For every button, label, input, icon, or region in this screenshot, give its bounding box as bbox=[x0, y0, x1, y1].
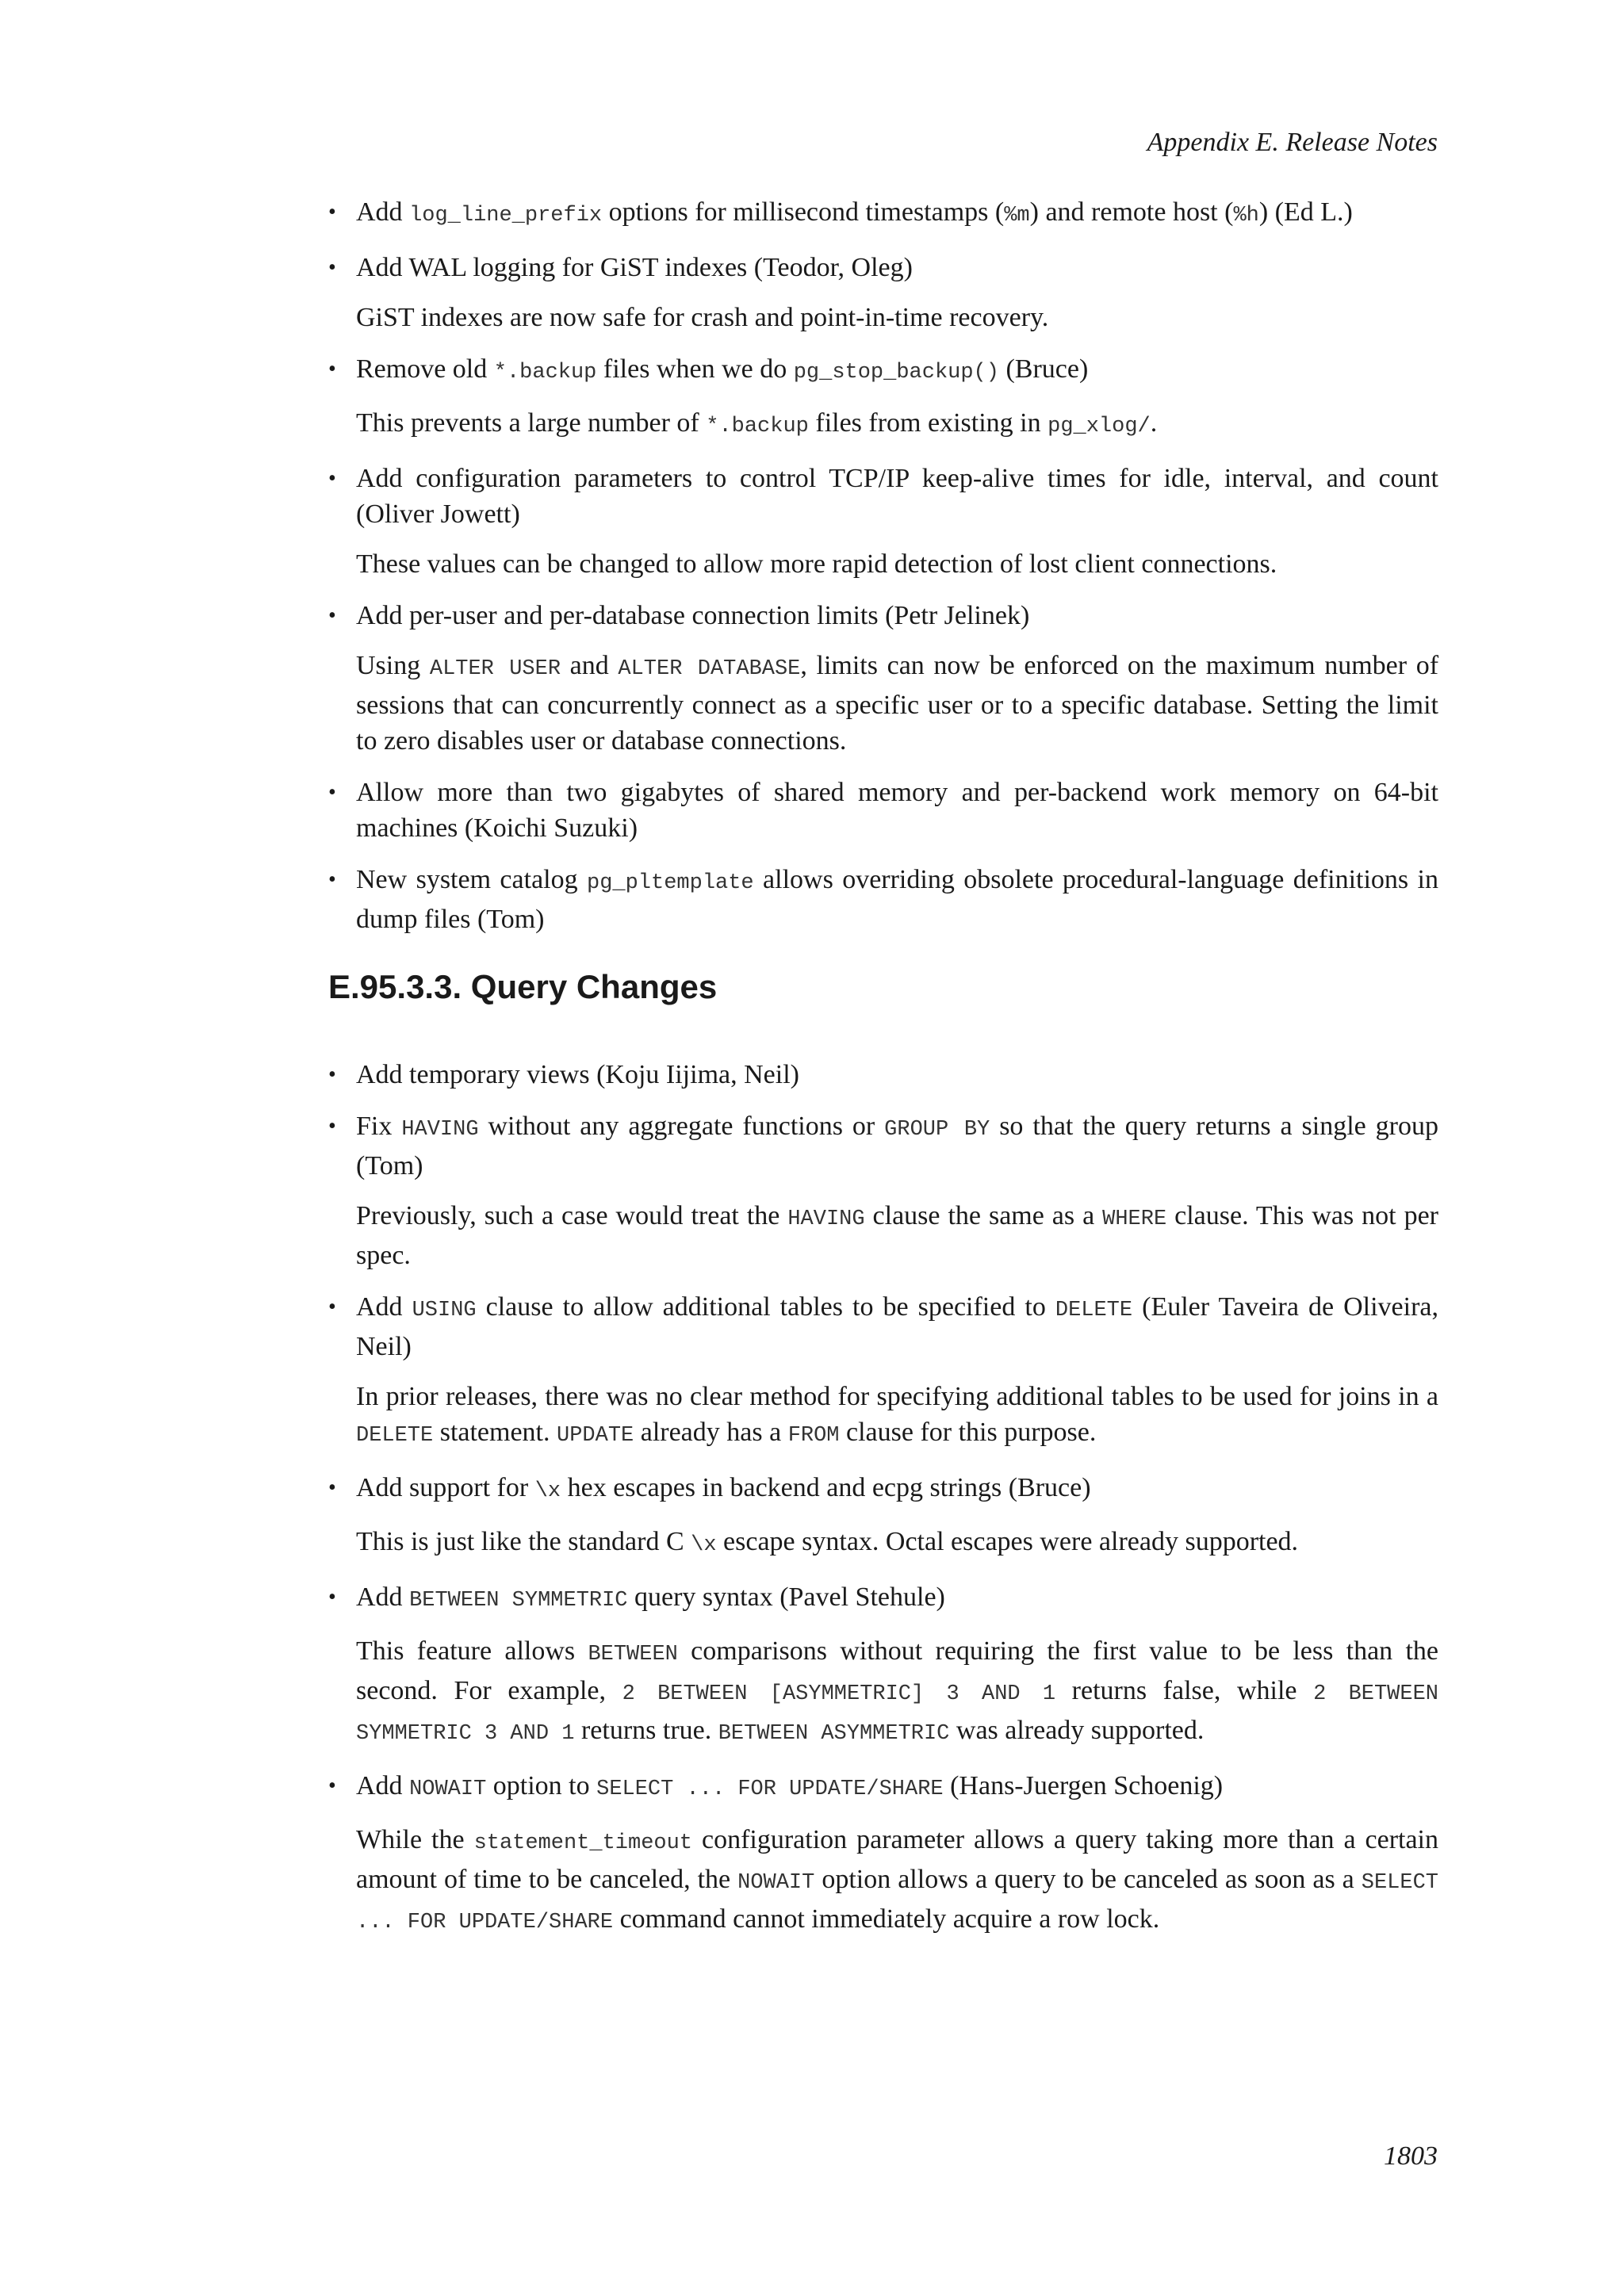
inline-code: UPDATE bbox=[557, 1424, 634, 1448]
text-run: This is just like the standard C bbox=[356, 1527, 691, 1556]
inline-code: pg_xlog/ bbox=[1048, 415, 1151, 438]
text-run: This feature allows bbox=[356, 1636, 588, 1666]
text-run: clause. This was not per spec. bbox=[356, 1201, 1439, 1270]
text-run: allows overriding obsolete procedural-language definitions in dump files (Tom) bbox=[356, 865, 1438, 934]
inline-code: SELECT ... FOR UPDATE/SHARE bbox=[356, 1871, 1438, 1934]
text-run: Remove old bbox=[356, 354, 494, 384]
item-summary bbox=[356, 775, 1438, 846]
inline-code: HAVING bbox=[787, 1207, 865, 1231]
list-item bbox=[328, 862, 1438, 937]
item-description bbox=[356, 405, 1438, 445]
inline-code: \x bbox=[534, 1479, 561, 1503]
inline-code: HAVING bbox=[401, 1118, 479, 1142]
running-header: Appendix E. Release Notes bbox=[1147, 128, 1438, 157]
inline-code: NOWAIT bbox=[409, 1777, 487, 1801]
text-run: command cannot immediately acquire a row lock. bbox=[613, 1904, 1160, 1934]
text-run: Add bbox=[356, 1292, 412, 1322]
text-run: Add WAL logging for GiST indexes (Teodor, Oleg) bbox=[356, 253, 913, 282]
inline-code: %h bbox=[1233, 204, 1259, 228]
list-item bbox=[328, 775, 1438, 846]
list-item bbox=[328, 1470, 1438, 1563]
item-summary bbox=[356, 1057, 1438, 1093]
release-notes-list-general bbox=[328, 194, 1438, 953]
inline-code: BETWEEN bbox=[588, 1643, 678, 1667]
text-run: Using bbox=[356, 651, 430, 680]
text-run: clause to allow additional tables to be specified to bbox=[476, 1292, 1055, 1322]
text-run: configuration parameter allows a query taking more than a certain amount of time to be canceled, the bbox=[356, 1825, 1438, 1894]
text-run: This prevents a large number of bbox=[356, 408, 707, 438]
text-run: ) (Ed L.) bbox=[1258, 197, 1353, 227]
list-item bbox=[328, 1289, 1438, 1454]
text-run: (Hans-Juergen Schoenig) bbox=[943, 1771, 1224, 1800]
inline-code: DELETE bbox=[1055, 1299, 1133, 1322]
inline-code: \x bbox=[691, 1533, 717, 1557]
list-item bbox=[328, 1108, 1438, 1273]
text-run: In prior releases, there was no clear method for specifying additional tables to be used for joins in a bbox=[356, 1382, 1438, 1411]
text-run: returns true. bbox=[574, 1716, 718, 1745]
text-run: Add support for bbox=[356, 1473, 535, 1502]
text-run: options for millisecond timestamps ( bbox=[602, 197, 1005, 227]
inline-code: pg_pltemplate bbox=[587, 871, 754, 895]
text-run: (Euler Taveira de Oliveira, Neil) bbox=[356, 1292, 1438, 1361]
text-run: already has a bbox=[634, 1418, 788, 1447]
item-description bbox=[356, 1524, 1438, 1563]
bullet-list bbox=[328, 1057, 1438, 1941]
item-summary bbox=[356, 1289, 1438, 1364]
inline-code: USING bbox=[412, 1299, 477, 1322]
text-run: escape syntax. Octal escapes were already supported. bbox=[716, 1527, 1299, 1556]
text-run: clause the same as a bbox=[864, 1201, 1103, 1230]
item-summary bbox=[356, 250, 1438, 285]
inline-code: pg_stop_backup() bbox=[793, 361, 999, 385]
text-run: While the bbox=[356, 1825, 474, 1854]
inline-code: *.backup bbox=[706, 415, 809, 438]
inline-code: BETWEEN SYMMETRIC bbox=[409, 1589, 628, 1613]
text-run: Fix bbox=[356, 1112, 402, 1141]
text-run: files when we do bbox=[596, 354, 794, 384]
text-run: ) and remote host ( bbox=[1029, 197, 1234, 227]
text-run: (Bruce) bbox=[998, 354, 1089, 384]
text-run: files from existing in bbox=[808, 408, 1048, 438]
section-heading: E.95.3.3. Query Changes bbox=[328, 968, 718, 1005]
item-summary bbox=[356, 351, 1438, 391]
page-number: 1803 bbox=[1384, 2141, 1438, 2171]
inline-code: *.backup bbox=[493, 361, 597, 385]
text-run: returns false, while bbox=[1055, 1676, 1314, 1705]
inline-code: ALTER DATABASE bbox=[618, 657, 801, 681]
inline-code: statement_timeout bbox=[473, 1831, 693, 1855]
text-run: without any aggregate functions or bbox=[478, 1112, 885, 1141]
item-description bbox=[356, 1633, 1438, 1752]
list-item bbox=[328, 1579, 1438, 1752]
list-item bbox=[328, 194, 1438, 234]
item-description bbox=[356, 546, 1438, 582]
inline-code: 2 BETWEEN [ASYMMETRIC] 3 AND 1 bbox=[622, 1682, 1056, 1706]
text-run: and bbox=[561, 651, 619, 680]
list-item bbox=[328, 461, 1438, 582]
item-summary bbox=[356, 1768, 1438, 1808]
inline-code: %m bbox=[1004, 204, 1030, 228]
text-run: option to bbox=[486, 1771, 597, 1800]
inline-code: NOWAIT bbox=[737, 1871, 815, 1895]
list-item bbox=[328, 250, 1438, 335]
text-run: Add bbox=[356, 1582, 410, 1612]
text-run: . bbox=[1150, 408, 1158, 438]
text-run: so that the query returns a single group (Tom) bbox=[356, 1112, 1439, 1181]
text-run: clause for this purpose. bbox=[839, 1418, 1097, 1447]
inline-code: DELETE bbox=[356, 1424, 434, 1448]
text-run: option allows a query to be canceled as soon as a bbox=[814, 1865, 1362, 1894]
text-run: Allow more than two gigabytes of shared memory and per-backend work memory on 64-bit machines (Koichi Suzuki) bbox=[356, 778, 1438, 843]
item-summary bbox=[356, 1470, 1438, 1510]
text-run: GiST indexes are now safe for crash and point-in-time recovery. bbox=[356, 303, 1049, 332]
item-description bbox=[356, 300, 1438, 335]
inline-code: ALTER USER bbox=[429, 657, 561, 681]
text-run: Previously, such a case would treat the bbox=[356, 1201, 788, 1230]
item-summary bbox=[356, 1108, 1438, 1184]
item-summary bbox=[356, 862, 1438, 937]
text-run: New system catalog bbox=[356, 865, 587, 894]
text-run: Add configuration parameters to control TCP/IP keep-alive times for idle, interval, and count (Oliver Jowett) bbox=[356, 464, 1438, 529]
release-notes-list-query-changes bbox=[328, 1057, 1438, 1957]
inline-code: WHERE bbox=[1102, 1207, 1167, 1231]
text-run: query syntax (Pavel Stehule) bbox=[627, 1582, 945, 1612]
text-run: Add per-user and per-database connection limits (Petr Jelinek) bbox=[356, 601, 1030, 630]
item-description bbox=[356, 648, 1438, 759]
text-run: , limits can now be enforced on the maximum number of sessions that can concurrently connect as a specific user or to a specific database. Setting the limit to zero disables user or database connections. bbox=[356, 651, 1439, 756]
item-description bbox=[356, 1198, 1438, 1273]
item-description bbox=[356, 1379, 1438, 1454]
text-run: These values can be changed to allow more rapid detection of lost client connections. bbox=[356, 549, 1277, 579]
item-summary bbox=[356, 598, 1438, 633]
text-run: Add temporary views (Koju Iijima, Neil) bbox=[356, 1060, 799, 1089]
inline-code: SELECT ... FOR UPDATE/SHARE bbox=[596, 1777, 944, 1801]
inline-code: GROUP BY bbox=[884, 1118, 990, 1142]
item-summary bbox=[356, 1579, 1438, 1619]
item-summary bbox=[356, 461, 1438, 532]
text-run: statement. bbox=[433, 1418, 557, 1447]
inline-code: 2 BETWEEN SYMMETRIC 3 AND 1 bbox=[356, 1682, 1438, 1746]
inline-code: FROM bbox=[787, 1424, 840, 1448]
list-item bbox=[328, 1768, 1438, 1941]
text-run: comparisons without requiring the first value to be less than the second. For example, bbox=[356, 1636, 1438, 1705]
text-run: Add bbox=[356, 197, 410, 227]
inline-code: log_line_prefix bbox=[409, 204, 603, 228]
text-run: hex escapes in backend and ecpg strings (Bruce) bbox=[561, 1473, 1091, 1502]
item-summary bbox=[356, 194, 1438, 234]
list-item bbox=[328, 351, 1438, 445]
item-description bbox=[356, 1822, 1438, 1941]
inline-code: BETWEEN ASYMMETRIC bbox=[718, 1722, 950, 1746]
bullet-list bbox=[328, 194, 1438, 937]
list-item bbox=[328, 598, 1438, 759]
text-run: Add bbox=[356, 1771, 410, 1800]
text-run: was already supported. bbox=[949, 1716, 1205, 1745]
list-item bbox=[328, 1057, 1438, 1093]
